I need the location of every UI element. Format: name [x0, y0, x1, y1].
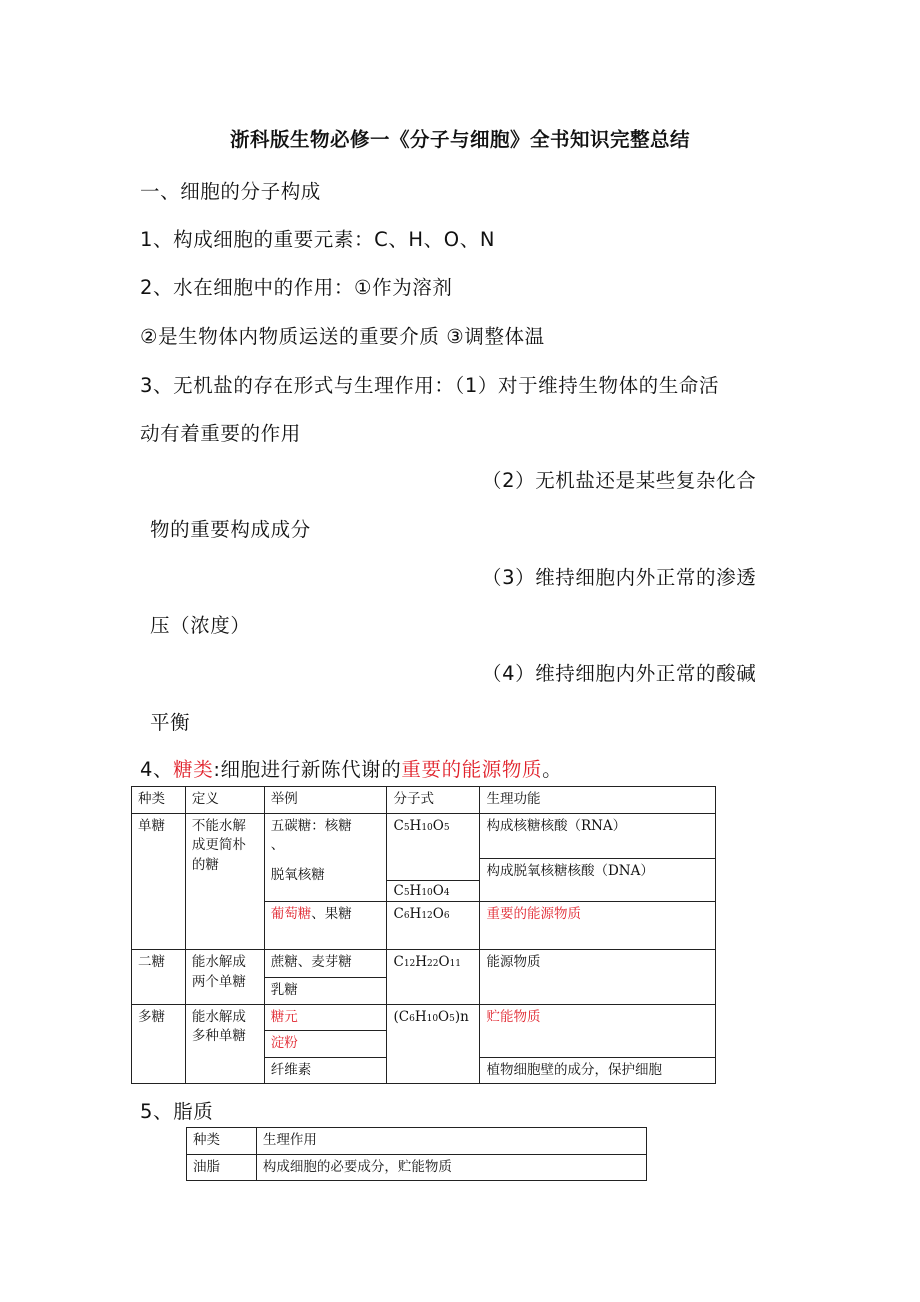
lipid-header-kind: 种类	[187, 1128, 257, 1155]
paragraph-3a: 3、无机盐的存在形式与生理作用：（1）对于维持生物体的生命活	[140, 374, 720, 397]
poly-ex3: 纤维素	[264, 1057, 387, 1084]
p4-end: 。	[542, 758, 563, 781]
paragraph-3f: 压（浓度）	[150, 614, 251, 637]
mono-example-2	[264, 902, 387, 950]
paragraph-1: 1、构成细胞的重要元素：C、H、O、N	[140, 228, 496, 251]
mono-formula-3: C6H12O6	[387, 902, 480, 950]
poly-fun2: 植物细胞壁的成分，保护细胞	[480, 1057, 716, 1084]
paragraph-3d: 物的重要构成成分	[150, 518, 311, 541]
lipid-table	[186, 1127, 647, 1181]
mono-ex1c: 脱氧核糖	[270, 866, 325, 883]
header-def: 定义	[185, 787, 264, 814]
mono-kind: 单糖	[132, 813, 186, 950]
mono-fun1: 构成核糖核酸（RNA）	[480, 813, 716, 858]
paragraph-3h: 平衡	[150, 711, 191, 734]
paragraph-5: 5、脂质	[140, 1100, 214, 1123]
mono-ex1b: 、	[270, 837, 285, 854]
section-heading-1: 一、细胞的分子构成	[140, 180, 321, 203]
lipid-fun: 构成细胞的必要成分，贮能物质	[256, 1154, 646, 1181]
poly-ex2: 淀粉	[264, 1031, 387, 1058]
header-kind: 种类	[132, 787, 186, 814]
sugar-table	[131, 786, 716, 1084]
lipid-kind: 油脂	[187, 1154, 257, 1181]
poly-fun1: 贮能物质	[480, 1004, 716, 1057]
di-fun: 能源物质	[480, 950, 716, 1005]
page-title: 浙科版生物必修一《分子与细胞》全书知识完整总结	[229, 128, 690, 151]
poly-formula: (C6H10O5)n	[387, 1004, 480, 1084]
paragraph-4	[140, 754, 562, 782]
mono-ex1: 五碳糖：核糖	[270, 817, 352, 834]
p4-prefix: 4、	[140, 758, 174, 781]
poly-kind: 多糖	[132, 1004, 186, 1084]
mono-fun3: 重要的能源物质	[480, 902, 716, 950]
paragraph-3e: （3）维持细胞内外正常的渗透	[482, 566, 757, 589]
p4-term: 糖类	[173, 758, 214, 781]
lipid-header-function: 生理作用	[256, 1128, 646, 1155]
paragraph-3b: 动有着重要的作用	[140, 422, 301, 445]
mono-formula-1: C5H10O5	[387, 813, 480, 880]
paragraph-3c: （2）无机盐还是某些复杂化合	[482, 469, 757, 492]
poly-ex1: 糖元	[264, 1004, 387, 1031]
mono-fun2: 构成脱氧核糖核酸（DNA）	[480, 858, 716, 902]
p4-highlight: 重要的能源物质	[401, 758, 543, 781]
header-formula: 分子式	[387, 787, 480, 814]
mono-def: 不能水解成更简朴的糖	[185, 813, 264, 950]
mono-formula-2: C5H10O4	[387, 880, 480, 902]
di-def: 能水解成两个单糖	[185, 950, 264, 1005]
paragraph-3g: （4）维持细胞内外正常的酸碱	[482, 662, 757, 685]
table-row	[187, 1154, 647, 1181]
mono-ex2-red: 葡萄糖	[270, 906, 312, 923]
paragraph-2: 2、水在细胞中的作用：①作为溶剂	[140, 276, 453, 299]
paragraph-2b: ②是生物体内物质运送的重要介质 ③调整体温	[140, 325, 545, 348]
poly-def: 能水解成多种单糖	[185, 1004, 264, 1084]
header-example: 举例	[264, 787, 387, 814]
mono-example-1	[264, 813, 387, 902]
p4-mid: :细胞进行新陈代谢的	[213, 758, 402, 781]
di-formula: C12H22O11	[387, 950, 480, 1005]
header-function: 生理功能	[480, 787, 716, 814]
di-kind: 二糖	[132, 950, 186, 1005]
mono-ex2-rest: 、果糖	[311, 906, 352, 923]
di-ex2: 乳糖	[264, 978, 387, 1005]
di-ex1: 蔗糖、麦芽糖	[264, 950, 387, 978]
